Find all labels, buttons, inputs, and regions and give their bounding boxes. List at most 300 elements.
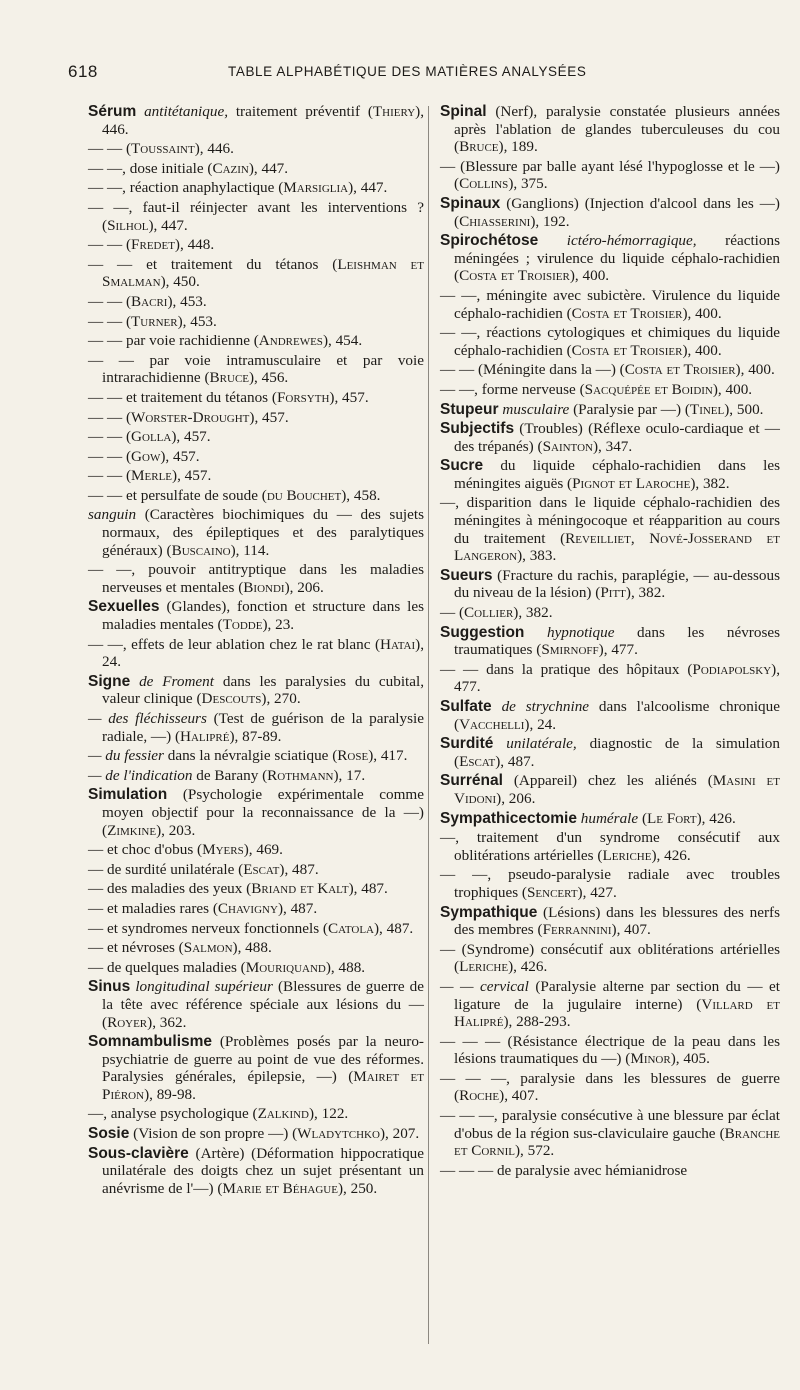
entry-text: ( bbox=[641, 809, 647, 827]
entry-auth: Marsiglia bbox=[283, 179, 349, 197]
entry-text: — ( bbox=[440, 604, 465, 622]
entry-sub: longitudinal supérieur bbox=[135, 978, 273, 996]
entry-auth: Collier bbox=[464, 604, 514, 622]
index-entry bbox=[88, 467, 424, 485]
entry-text: (Nerf), paralysie constatée plusieurs années après l'ablation de glandes tuberculeuses du cou ( bbox=[454, 103, 781, 156]
index-entry bbox=[88, 352, 424, 387]
entry-num: ), 23. bbox=[262, 616, 295, 634]
entry-auth: Marie et Béhague bbox=[222, 1179, 338, 1197]
index-entry bbox=[88, 636, 424, 671]
index-entry bbox=[88, 880, 424, 898]
entry-text: (Ganglions) (Injection d'alcool dans les —) ( bbox=[454, 194, 780, 230]
index-entry bbox=[440, 978, 780, 1031]
entry-text: de Barany ( bbox=[196, 766, 268, 784]
entry-text: — — par voie intramusculaire et par voie intrarachidienne ( bbox=[88, 351, 424, 387]
entry-auth: Bruce bbox=[209, 369, 249, 387]
index-entry bbox=[88, 293, 424, 311]
entry-auth: Sencert bbox=[526, 883, 578, 901]
entry-text: (Psychologie expérimentale comme moyen objectif pour la reconnaissance de la —) ( bbox=[102, 786, 424, 839]
entry-kw: Sosie bbox=[88, 1125, 130, 1143]
entry-text: — — ( bbox=[88, 447, 132, 465]
entry-text: (Troubles) (Réflexe oculo-cardiaque et — des trépanés) ( bbox=[454, 420, 780, 455]
entry-num: ), 206. bbox=[284, 578, 324, 596]
entry-auth: Pitt bbox=[600, 584, 626, 602]
entry-kw: Spinaux bbox=[440, 194, 501, 212]
entry-text: — et névroses ( bbox=[88, 939, 184, 957]
entry-text: — — ( bbox=[88, 428, 132, 446]
entry-num: ), 572. bbox=[514, 1142, 555, 1160]
index-entry bbox=[440, 494, 780, 564]
entry-kw: Simulation bbox=[88, 786, 168, 804]
entry-num: ), 469. bbox=[243, 841, 283, 859]
index-entry bbox=[88, 673, 424, 708]
entry-num: ), 362. bbox=[147, 1013, 187, 1031]
entry-text: — et choc d'obus ( bbox=[88, 841, 203, 859]
entry-num: ), 487. bbox=[348, 880, 388, 898]
entry-num: ), 400. bbox=[712, 380, 753, 398]
index-entry bbox=[88, 920, 424, 938]
entry-text: (Lésions) dans les blessures des nerfs des membres ( bbox=[454, 903, 780, 939]
entry-auth: Andrewes bbox=[258, 332, 323, 350]
entry-num: ), 446. bbox=[102, 103, 425, 138]
entry-text: — (Syndrome) consécutif aux oblitérations artérielles ( bbox=[440, 940, 780, 976]
index-entry bbox=[88, 199, 424, 234]
entry-num: ), 447. bbox=[348, 179, 388, 197]
entry-auth: Buscaino bbox=[171, 541, 231, 559]
entry-kw: Suggestion bbox=[440, 623, 525, 641]
index-column-right bbox=[440, 103, 780, 1181]
entry-kw: Subjectifs bbox=[440, 420, 515, 438]
entry-sub: ictéro-hémorragique, bbox=[566, 232, 697, 250]
index-entry bbox=[440, 195, 780, 230]
entry-auth: Leishman et Smalman bbox=[102, 255, 424, 291]
index-entry bbox=[440, 103, 780, 156]
entry-num: ), 426. bbox=[508, 958, 548, 976]
index-entry bbox=[88, 409, 424, 427]
index-entry bbox=[440, 661, 780, 696]
entry-num: ), 87-89. bbox=[229, 727, 282, 745]
entry-auth: Cazin bbox=[212, 159, 249, 177]
entry-num: ), 487. bbox=[495, 752, 535, 770]
entry-text: (Test de guérison de la paralysie radiale, —) ( bbox=[102, 710, 424, 745]
index-entry bbox=[440, 324, 780, 359]
entry-text: — —, effets de leur ablation chez le rat blanc ( bbox=[88, 635, 380, 653]
entry-num: ), 192. bbox=[530, 212, 570, 230]
entry-auth: Gow bbox=[131, 447, 161, 465]
index-entry bbox=[440, 1070, 780, 1105]
entry-text: — —, réactions cytologiques et chimiques du liquide céphalo-rachidien ( bbox=[440, 324, 780, 359]
entry-auth: Rothmann bbox=[267, 766, 334, 784]
entry-num: ), 487. bbox=[277, 899, 318, 917]
index-entry bbox=[88, 506, 424, 559]
entry-num: ), 447. bbox=[248, 159, 289, 177]
entry-num: ), 288-293. bbox=[503, 1013, 571, 1031]
entry-text: (Paralysie par —) ( bbox=[573, 400, 690, 418]
index-entry bbox=[88, 861, 424, 879]
entry-kw: Signe bbox=[88, 672, 131, 690]
entry-num: ), 457. bbox=[172, 467, 212, 485]
index-entry bbox=[88, 487, 424, 505]
entry-auth: Thiery bbox=[372, 103, 416, 120]
index-entry bbox=[440, 1107, 780, 1160]
entry-sub: — — cervical bbox=[440, 977, 529, 995]
index-entry bbox=[88, 786, 424, 839]
entry-kw: Spirochétose bbox=[440, 232, 539, 250]
entry-auth: Vacchelli bbox=[459, 715, 525, 733]
index-entry bbox=[88, 236, 424, 254]
entry-auth: Pignot et Laroche bbox=[572, 474, 691, 492]
entry-num: ), 450. bbox=[160, 273, 200, 291]
entry-auth: Descouts bbox=[201, 690, 262, 708]
index-entry bbox=[88, 767, 424, 785]
entry-num: ), 456. bbox=[249, 369, 289, 387]
entry-text: (Appareil) chez les aliénés ( bbox=[513, 772, 713, 790]
entry-auth: Royer bbox=[107, 1013, 148, 1031]
entry-num: ), 457. bbox=[160, 447, 200, 465]
entry-sub: sanguin bbox=[88, 506, 137, 524]
entry-text: — —, forme nerveuse ( bbox=[440, 380, 585, 398]
page-header bbox=[68, 62, 768, 86]
entry-text: — — et traitement du tétanos ( bbox=[88, 388, 277, 406]
entry-auth: Mouriquand bbox=[245, 958, 326, 976]
entry-auth: Turner bbox=[131, 312, 178, 330]
entry-num: ), 382. bbox=[625, 584, 666, 602]
entry-text: dans les paralysies du cubital, valeur clinique ( bbox=[102, 672, 425, 708]
entry-kw: Stupeur bbox=[440, 400, 499, 418]
entry-auth: Silhol bbox=[107, 216, 149, 234]
entry-sub: hypnotique bbox=[546, 623, 615, 641]
entry-text: — de quelques maladies ( bbox=[88, 958, 246, 976]
entry-auth: Toussaint bbox=[131, 140, 195, 158]
entry-kw: Spinal bbox=[440, 103, 487, 120]
entry-text: dans l'alcoolisme chronique ( bbox=[454, 698, 780, 733]
entry-text: (Artère) (Déformation hippocratique unilatérale des doigts chez un sujet présentant un anévrisme de l'—) ( bbox=[102, 1144, 425, 1197]
index-entry bbox=[88, 428, 424, 446]
entry-kw: Sous-clavière bbox=[88, 1144, 189, 1162]
entry-text: (Paralysie alterne par section du — et ligature de la jugulaire interne) ( bbox=[454, 977, 781, 1013]
entry-text: (Blessures de guerre de la tête avec référence spéciale aux lésions du — ( bbox=[102, 978, 425, 1031]
entry-kw: Sympathique bbox=[440, 903, 538, 921]
entry-num: ), 89-98. bbox=[144, 1085, 196, 1103]
entry-num: ), 457. bbox=[249, 408, 289, 426]
entry-num: ), 477. bbox=[454, 660, 780, 696]
entry-num: ), 383. bbox=[517, 547, 557, 565]
entry-num: ), 189. bbox=[498, 138, 538, 156]
index-entry bbox=[440, 866, 780, 901]
entry-kw: Sérum bbox=[88, 103, 137, 120]
index-entry bbox=[440, 810, 780, 828]
entry-num: ), 24. bbox=[102, 635, 424, 671]
index-entry bbox=[88, 978, 424, 1031]
entry-num: ), 454. bbox=[322, 332, 363, 350]
entry-auth: Worster-Drought bbox=[131, 408, 250, 426]
index-entry bbox=[440, 158, 780, 193]
entry-sub: humérale bbox=[580, 809, 639, 827]
entry-num: ), 407. bbox=[499, 1087, 539, 1105]
entry-num: ), 400. bbox=[569, 267, 610, 285]
entry-num: ), 457. bbox=[329, 388, 369, 406]
entry-auth: Masini et Vidoni bbox=[454, 772, 780, 807]
index-entry bbox=[88, 313, 424, 331]
entry-text: — de surdité unilatérale ( bbox=[88, 860, 244, 878]
entry-text: (Problèmes posés par la neuro-psychiatrie de guerre au point de vue des réformes. Paralysies générales, épilepsie, —) ( bbox=[102, 1033, 424, 1086]
entry-auth: Salmon bbox=[183, 939, 233, 957]
entry-text: —, traitement d'un syndrome consécutif aux oblitérations artérielles ( bbox=[440, 829, 780, 864]
entry-num: ), 448. bbox=[174, 236, 215, 254]
entry-num: ), 453. bbox=[177, 312, 217, 330]
index-entry bbox=[88, 1105, 424, 1123]
index-entry bbox=[440, 287, 780, 322]
entry-text: — — ( bbox=[88, 140, 132, 158]
index-entry bbox=[88, 389, 424, 407]
entry-auth: Roche bbox=[459, 1087, 500, 1105]
entry-auth: Biondi bbox=[243, 578, 285, 596]
entry-num: ), 270. bbox=[261, 690, 301, 708]
entry-num: ), 400. bbox=[682, 341, 722, 359]
entry-text: (Glandes), fonction et structure dans les maladies mentales ( bbox=[102, 598, 424, 634]
entry-text: — — — (Résistance électrique de la peau dans les lésions traumatiques du —) ( bbox=[440, 1032, 780, 1068]
index-entry bbox=[88, 959, 424, 977]
index-entry bbox=[440, 361, 780, 379]
entry-num: ), 447. bbox=[148, 216, 188, 234]
entry-auth: Catola bbox=[328, 919, 374, 937]
entry-text: — —, pseudo-paralysie radiale avec troubles trophiques ( bbox=[440, 866, 780, 901]
index-entry bbox=[88, 841, 424, 859]
entry-kw: Sinus bbox=[88, 978, 131, 996]
index-entry bbox=[440, 624, 780, 659]
entry-text: — — — de paralysie avec hémianidrose bbox=[440, 1161, 688, 1179]
entry-kw: Surrénal bbox=[440, 772, 503, 790]
entry-text: — — ( bbox=[88, 292, 132, 310]
entry-sub: — des fléchisseurs bbox=[88, 710, 207, 727]
entry-text: du liquide céphalo-rachidien dans les méningites aiguës ( bbox=[454, 457, 780, 492]
entry-text: — — —, paralysie dans les blessures de guerre ( bbox=[440, 1069, 780, 1105]
index-entry bbox=[440, 735, 780, 770]
entry-sub: unilatérale, bbox=[506, 735, 577, 753]
entry-num: ), 457. bbox=[171, 428, 211, 446]
running-title: TABLE ALPHABÉTIQUE DES MATIÈRES ANALYSÉES bbox=[228, 64, 587, 79]
entry-auth: Podiapolsky bbox=[692, 660, 772, 678]
entry-sub: de strychnine bbox=[501, 698, 590, 715]
entry-text: — — et persulfate de soude ( bbox=[88, 486, 267, 504]
entry-text: — — ( bbox=[88, 408, 132, 426]
index-entry bbox=[88, 256, 424, 291]
entry-auth: Fredet bbox=[131, 236, 175, 254]
index-entry bbox=[88, 598, 424, 633]
entry-auth: Rose bbox=[337, 747, 369, 765]
index-entry bbox=[88, 140, 424, 158]
entry-text: dans les névroses traumatiques ( bbox=[454, 623, 781, 659]
entry-auth: Chiasserini bbox=[459, 212, 531, 230]
entry-num: ), 207. bbox=[379, 1125, 420, 1143]
entry-auth: Myers bbox=[202, 841, 244, 859]
entry-sub: antitétanique, bbox=[144, 103, 229, 120]
entry-text: — des maladies des yeux ( bbox=[88, 880, 252, 898]
entry-auth: Branche et Cornil bbox=[454, 1124, 780, 1160]
entry-text: — — ( bbox=[88, 236, 132, 254]
index-entry bbox=[440, 829, 780, 864]
entry-auth: Golla bbox=[131, 428, 172, 446]
entry-text: — — par voie rachidienne ( bbox=[88, 332, 259, 350]
index-entry bbox=[440, 567, 780, 602]
index-entry bbox=[88, 939, 424, 957]
index-entry bbox=[88, 710, 424, 745]
index-entry bbox=[88, 1125, 424, 1143]
index-entry bbox=[440, 772, 780, 807]
entry-text: diagnostic de la simulation ( bbox=[454, 735, 780, 770]
entry-text: — — et traitement du tétanos ( bbox=[88, 255, 338, 273]
entry-num: ), 400. bbox=[735, 361, 775, 379]
entry-auth: Mairet et Piéron bbox=[102, 1068, 424, 1103]
entry-num: ), 426. bbox=[651, 846, 691, 864]
entry-num: ), 375. bbox=[508, 175, 548, 193]
index-entry bbox=[440, 457, 780, 492]
column-divider bbox=[428, 106, 429, 1344]
index-entry bbox=[440, 232, 780, 285]
entry-auth: Minor bbox=[630, 1050, 671, 1068]
entry-auth: Escat bbox=[459, 752, 496, 770]
index-entry bbox=[88, 1033, 424, 1103]
entry-text: — — dans la pratique des hôpitaux ( bbox=[440, 660, 693, 678]
entry-num: ), 426. bbox=[696, 809, 736, 827]
entry-kw: Sucre bbox=[440, 457, 484, 475]
entry-num: ), 382. bbox=[690, 474, 730, 492]
entry-text: — —, pouvoir antitryptique dans les maladies nerveuses et mentales ( bbox=[88, 561, 424, 596]
entry-text: réactions méningées ; virulence du liquide céphalo-rachidien ( bbox=[454, 232, 780, 285]
index-entry bbox=[88, 1145, 424, 1198]
entry-auth: Ferrannini bbox=[542, 921, 612, 939]
entry-auth: Costa et Troisier bbox=[624, 361, 736, 379]
entry-text: — (Blessure par balle ayant lésé l'hypoglosse et le —) ( bbox=[440, 157, 780, 193]
entry-auth: Bacri bbox=[131, 292, 168, 310]
index-entry bbox=[88, 900, 424, 918]
entry-num: ), 446. bbox=[194, 140, 234, 158]
entry-auth: Costa et Troisier bbox=[571, 304, 683, 322]
entry-kw: Sulfate bbox=[440, 698, 492, 715]
entry-auth: Briand et Kalt bbox=[251, 880, 349, 898]
entry-auth: Costa et Troisier bbox=[459, 267, 570, 285]
entry-auth: Leriche bbox=[602, 846, 652, 864]
entry-num: ), 17. bbox=[333, 766, 366, 784]
entry-num: ), 488. bbox=[232, 939, 272, 957]
entry-auth: Halipré bbox=[180, 727, 230, 745]
entry-kw: Somnambulisme bbox=[88, 1033, 213, 1051]
entry-text: — — ( bbox=[88, 312, 132, 330]
entry-text: —, disparition dans le liquide céphalo-rachidien des méningites à méningocoque et réapparition au cours du traitement ( bbox=[440, 494, 780, 547]
index-entry bbox=[88, 332, 424, 350]
entry-auth: Collins bbox=[459, 175, 509, 193]
entry-auth: Escat bbox=[243, 860, 280, 878]
entry-num: ), 487. bbox=[373, 919, 414, 937]
index-entry bbox=[440, 1162, 780, 1180]
page-number: 618 bbox=[68, 62, 98, 81]
entry-sub: musculaire bbox=[502, 400, 570, 418]
entry-sub: — de l'indication bbox=[88, 766, 193, 784]
entry-auth: Tinel bbox=[689, 400, 725, 418]
entry-text: — —, méningite avec subictère. Virulence du liquide céphalo-rachidien ( bbox=[440, 286, 780, 322]
entry-num: ), 203. bbox=[156, 821, 196, 839]
index-entry bbox=[440, 381, 780, 399]
entry-num: ), 427. bbox=[577, 883, 617, 901]
entry-num: ), 122. bbox=[309, 1105, 349, 1123]
entry-num: ), 24. bbox=[524, 715, 557, 733]
entry-num: ), 347. bbox=[592, 437, 633, 455]
entry-sub: de Froment bbox=[139, 672, 214, 690]
entry-text: — — —, paralysie consécutive à une blessure par éclat d'obus de la région sus-claviculaire gauche ( bbox=[440, 1107, 780, 1142]
entry-num: ), 250. bbox=[337, 1179, 378, 1197]
index-column-left bbox=[88, 103, 424, 1199]
entry-text: — — (Méningite dans la —) ( bbox=[440, 361, 625, 379]
entry-auth: Forsyth bbox=[276, 388, 330, 406]
entry-auth: Todde bbox=[222, 616, 263, 634]
entry-auth: Sacquépée et Boidin bbox=[584, 380, 713, 398]
entry-sub: — du fessier bbox=[88, 747, 164, 765]
entry-num: ), 407. bbox=[611, 921, 651, 939]
entry-text: — —, faut-il réinjecter avant les interventions ? ( bbox=[88, 198, 424, 234]
entry-kw: Sexuelles bbox=[88, 598, 160, 616]
entry-num: ), 382. bbox=[513, 604, 553, 622]
entry-auth: Zalkind bbox=[257, 1105, 309, 1123]
index-entry bbox=[440, 941, 780, 976]
entry-text: traitement préventif ( bbox=[235, 103, 373, 120]
index-entry bbox=[88, 160, 424, 178]
entry-num: ), 417. bbox=[368, 747, 408, 765]
index-entry bbox=[88, 448, 424, 466]
index-entry bbox=[440, 420, 780, 455]
entry-text: — et maladies rares ( bbox=[88, 899, 218, 917]
entry-auth: Wladytchko bbox=[297, 1125, 380, 1143]
entry-text: dans la névralgie sciatique ( bbox=[167, 747, 338, 765]
entry-auth: Le Fort bbox=[647, 809, 697, 827]
entry-auth: Hatai bbox=[380, 635, 416, 653]
entry-auth: Costa et Troisier bbox=[571, 341, 683, 359]
entry-text: (Caractères biochimiques du — des sujets normaux, des épileptiques et des paralytiques généraux) ( bbox=[102, 506, 425, 559]
index-entry bbox=[88, 103, 424, 138]
entry-num: ), 458. bbox=[341, 486, 381, 504]
entry-num: ), 114. bbox=[230, 541, 270, 559]
entry-auth: Reveilliet, Nové-Josserand et Langeron bbox=[454, 529, 780, 565]
index-entry bbox=[440, 401, 780, 419]
entry-auth: Sainton bbox=[542, 437, 593, 455]
entry-kw: Sueurs bbox=[440, 566, 493, 584]
entry-text: (Vision de son propre —) ( bbox=[133, 1125, 298, 1143]
index-entry bbox=[440, 698, 780, 733]
entry-num: ), 487. bbox=[279, 860, 319, 878]
index-entry bbox=[88, 747, 424, 765]
index-entry bbox=[440, 604, 780, 622]
entry-num: ), 400. bbox=[682, 304, 722, 322]
index-entry bbox=[88, 179, 424, 197]
entry-text: —, analyse psychologique ( bbox=[88, 1105, 258, 1123]
entry-num: ), 453. bbox=[167, 292, 207, 310]
entry-auth: Chavigny bbox=[217, 899, 278, 917]
entry-auth: Leriche bbox=[459, 958, 509, 976]
entry-auth: Villard et Halipré bbox=[454, 995, 780, 1031]
entry-auth: du Bouchet bbox=[266, 486, 342, 504]
entry-num: ), 405. bbox=[670, 1050, 710, 1068]
entry-text: — —, dose initiale ( bbox=[88, 159, 213, 177]
entry-num: ), 500. bbox=[724, 400, 764, 418]
index-entry bbox=[88, 561, 424, 596]
entry-text: — et syndromes nerveux fonctionnels ( bbox=[88, 919, 328, 937]
entry-num: ), 477. bbox=[598, 641, 638, 659]
entry-text: (Fracture du rachis, paraplégie, — au-dessous du niveau de la lésion) ( bbox=[454, 566, 780, 602]
entry-kw: Surdité bbox=[440, 735, 494, 753]
entry-num: ), 488. bbox=[325, 958, 366, 976]
entry-auth: Zimkine bbox=[107, 821, 157, 839]
index-entry bbox=[440, 904, 780, 939]
entry-auth: Merle bbox=[131, 467, 173, 485]
